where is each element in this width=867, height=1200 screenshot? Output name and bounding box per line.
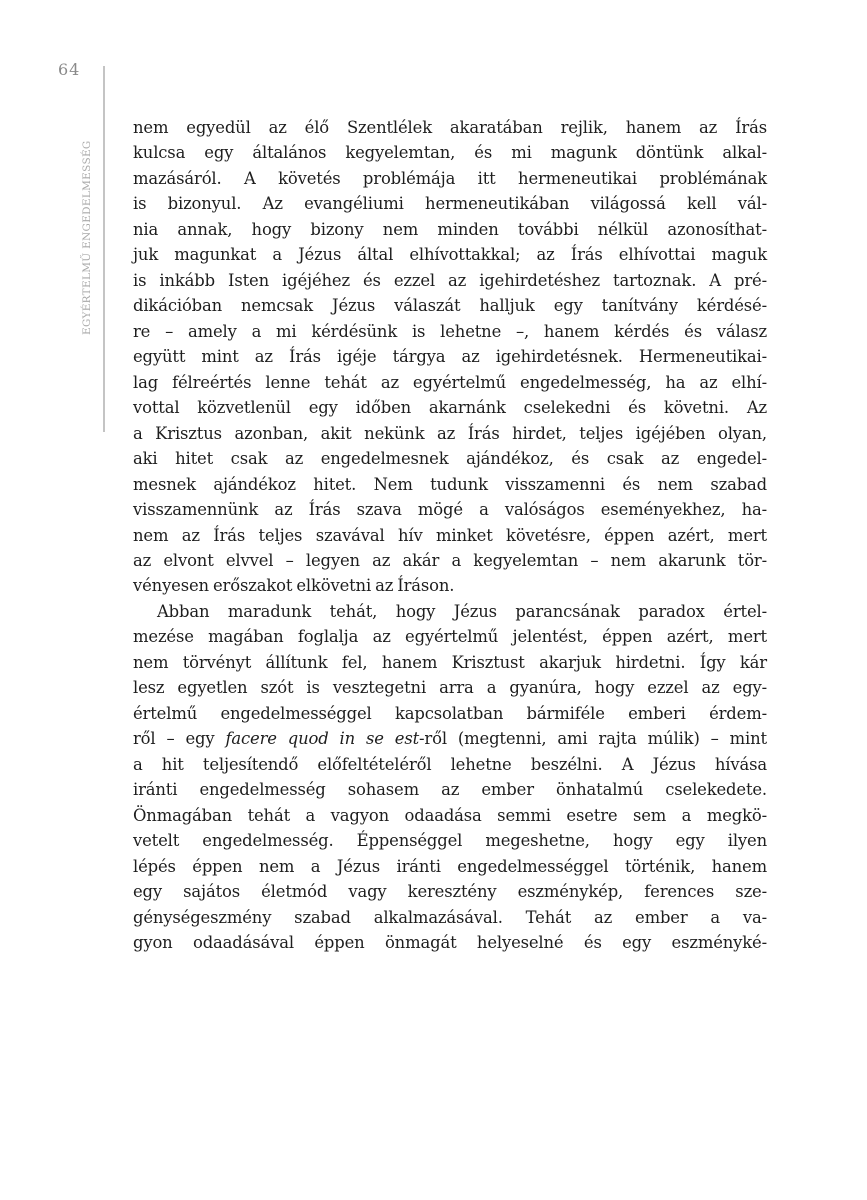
text-line: egy sajátos életmód vagy keresztény eszménykép, ferences sze- <box>133 882 767 902</box>
text-line: értelmű engedelmességgel kapcsolatban bármiféle emberi érdem- <box>133 703 767 723</box>
running-header <box>80 115 94 361</box>
text-line: a Krisztus azonban, akit nekünk az Írás hirdet, teljes igéjében olyan, <box>133 423 767 443</box>
text-line: vényesen erőszakot elkövetni az Íráson. <box>133 576 455 596</box>
text-line: vottal közvetlenül egy időben akarnánk cselekedni és követni. Az <box>133 398 767 418</box>
text-line: lag félreértés lenne tehát az egyértelmű engedelmesség, ha az elhí- <box>133 372 767 392</box>
text-line: lépés éppen nem a Jézus iránti engedelmességgel történik, hanem <box>133 856 767 876</box>
vertical-rule-divider <box>103 66 105 432</box>
text-line: Önmagában tehát a vagyon odaadása semmi esetre sem a megkö- <box>133 805 767 825</box>
text-line: nem egyedül az élő Szentlélek akaratában rejlik, hanem az Írás <box>133 118 767 137</box>
text-line: visszamennünk az Írás szava mögé a valóságos eseményekhez, ha- <box>133 500 767 520</box>
paragraph-2 <box>133 599 767 956</box>
text-line: is bizonyul. Az evangéliumi hermeneutikában világossá kell vál- <box>133 194 767 214</box>
text-line: génységeszmény szabad alkalmazásával. Tehát az ember a va- <box>133 907 767 927</box>
text-line: dikációban nemcsak Jézus válaszát halljuk egy tanítvány kérdésé- <box>133 296 767 316</box>
text-line: együtt mint az Írás igéje tárgya az igehirdetésnek. Hermeneutikai- <box>133 347 767 367</box>
text-segment: ről – egy <box>133 729 226 749</box>
text-line: vetelt engedelmesség. Éppenséggel megeshetne, hogy egy ilyen <box>133 831 767 851</box>
text-line: az elvont elvvel – legyen az akár a kegyelemtan – nem akarunk tör- <box>133 550 767 570</box>
text-line: nem az Írás teljes szavával hív minket követésre, éppen azért, mert <box>133 525 767 545</box>
text-line: Abban maradunk tehát, hogy Jézus parancsának paradox értel- <box>157 601 767 621</box>
latin-phrase-italic: facere quod in se est <box>225 729 420 749</box>
text-line: iránti engedelmesség sohasem az ember önhatalmú cselekedete. <box>133 780 767 800</box>
text-line-with-latin-phrase <box>133 726 767 751</box>
text-line: nia annak, hogy bizony nem minden további nélkül azonosíthat- <box>133 219 767 239</box>
text-line: lesz egyetlen szót is vesztegetni arra a gyanúra, hogy ezzel az egy- <box>133 678 767 698</box>
text-line: juk magunkat a Jézus által elhívottakkal; az Írás elhívottai maguk <box>133 245 767 265</box>
text-line: kulcsa egy általános kegyelemtan, és mi magunk döntünk alkal- <box>133 143 767 163</box>
running-header-text: EGYÉRTELMŰ ENGEDELMESSÉG <box>81 140 93 336</box>
text-line: a hit teljesítendő előfeltételéről lehetne beszélni. A Jézus hívása <box>133 754 767 774</box>
page-number: 64 <box>58 60 81 79</box>
text-line: re – amely a mi kérdésünk is lehetne –, hanem kérdés és válasz <box>133 321 767 341</box>
text-line: is inkább Isten igéjéhez és ezzel az igehirdetéshez tartoznak. A pré- <box>133 270 767 290</box>
text-line: mezése magában foglalja az egyértelmű jelentést, éppen azért, mert <box>133 627 767 647</box>
text-segment: -ről (megtenni, ami rajta múlik) – mint <box>419 729 767 749</box>
paragraph-1 <box>133 115 767 599</box>
text-line: gyon odaadásával éppen önmagát helyeselné és egy eszményké- <box>133 933 767 952</box>
text-line: mesnek ajándékoz hitet. Nem tudunk visszamenni és nem szabad <box>133 474 767 494</box>
text-line: nem törvényt állítunk fel, hanem Krisztust akarjuk hirdetni. Így kár <box>133 652 767 672</box>
text-line: aki hitet csak az engedelmesnek ajándékoz, és csak az engedel- <box>133 449 767 469</box>
body-text <box>133 115 767 955</box>
text-line: mazásáról. A követés problémája itt hermeneutikai problémának <box>133 168 767 188</box>
